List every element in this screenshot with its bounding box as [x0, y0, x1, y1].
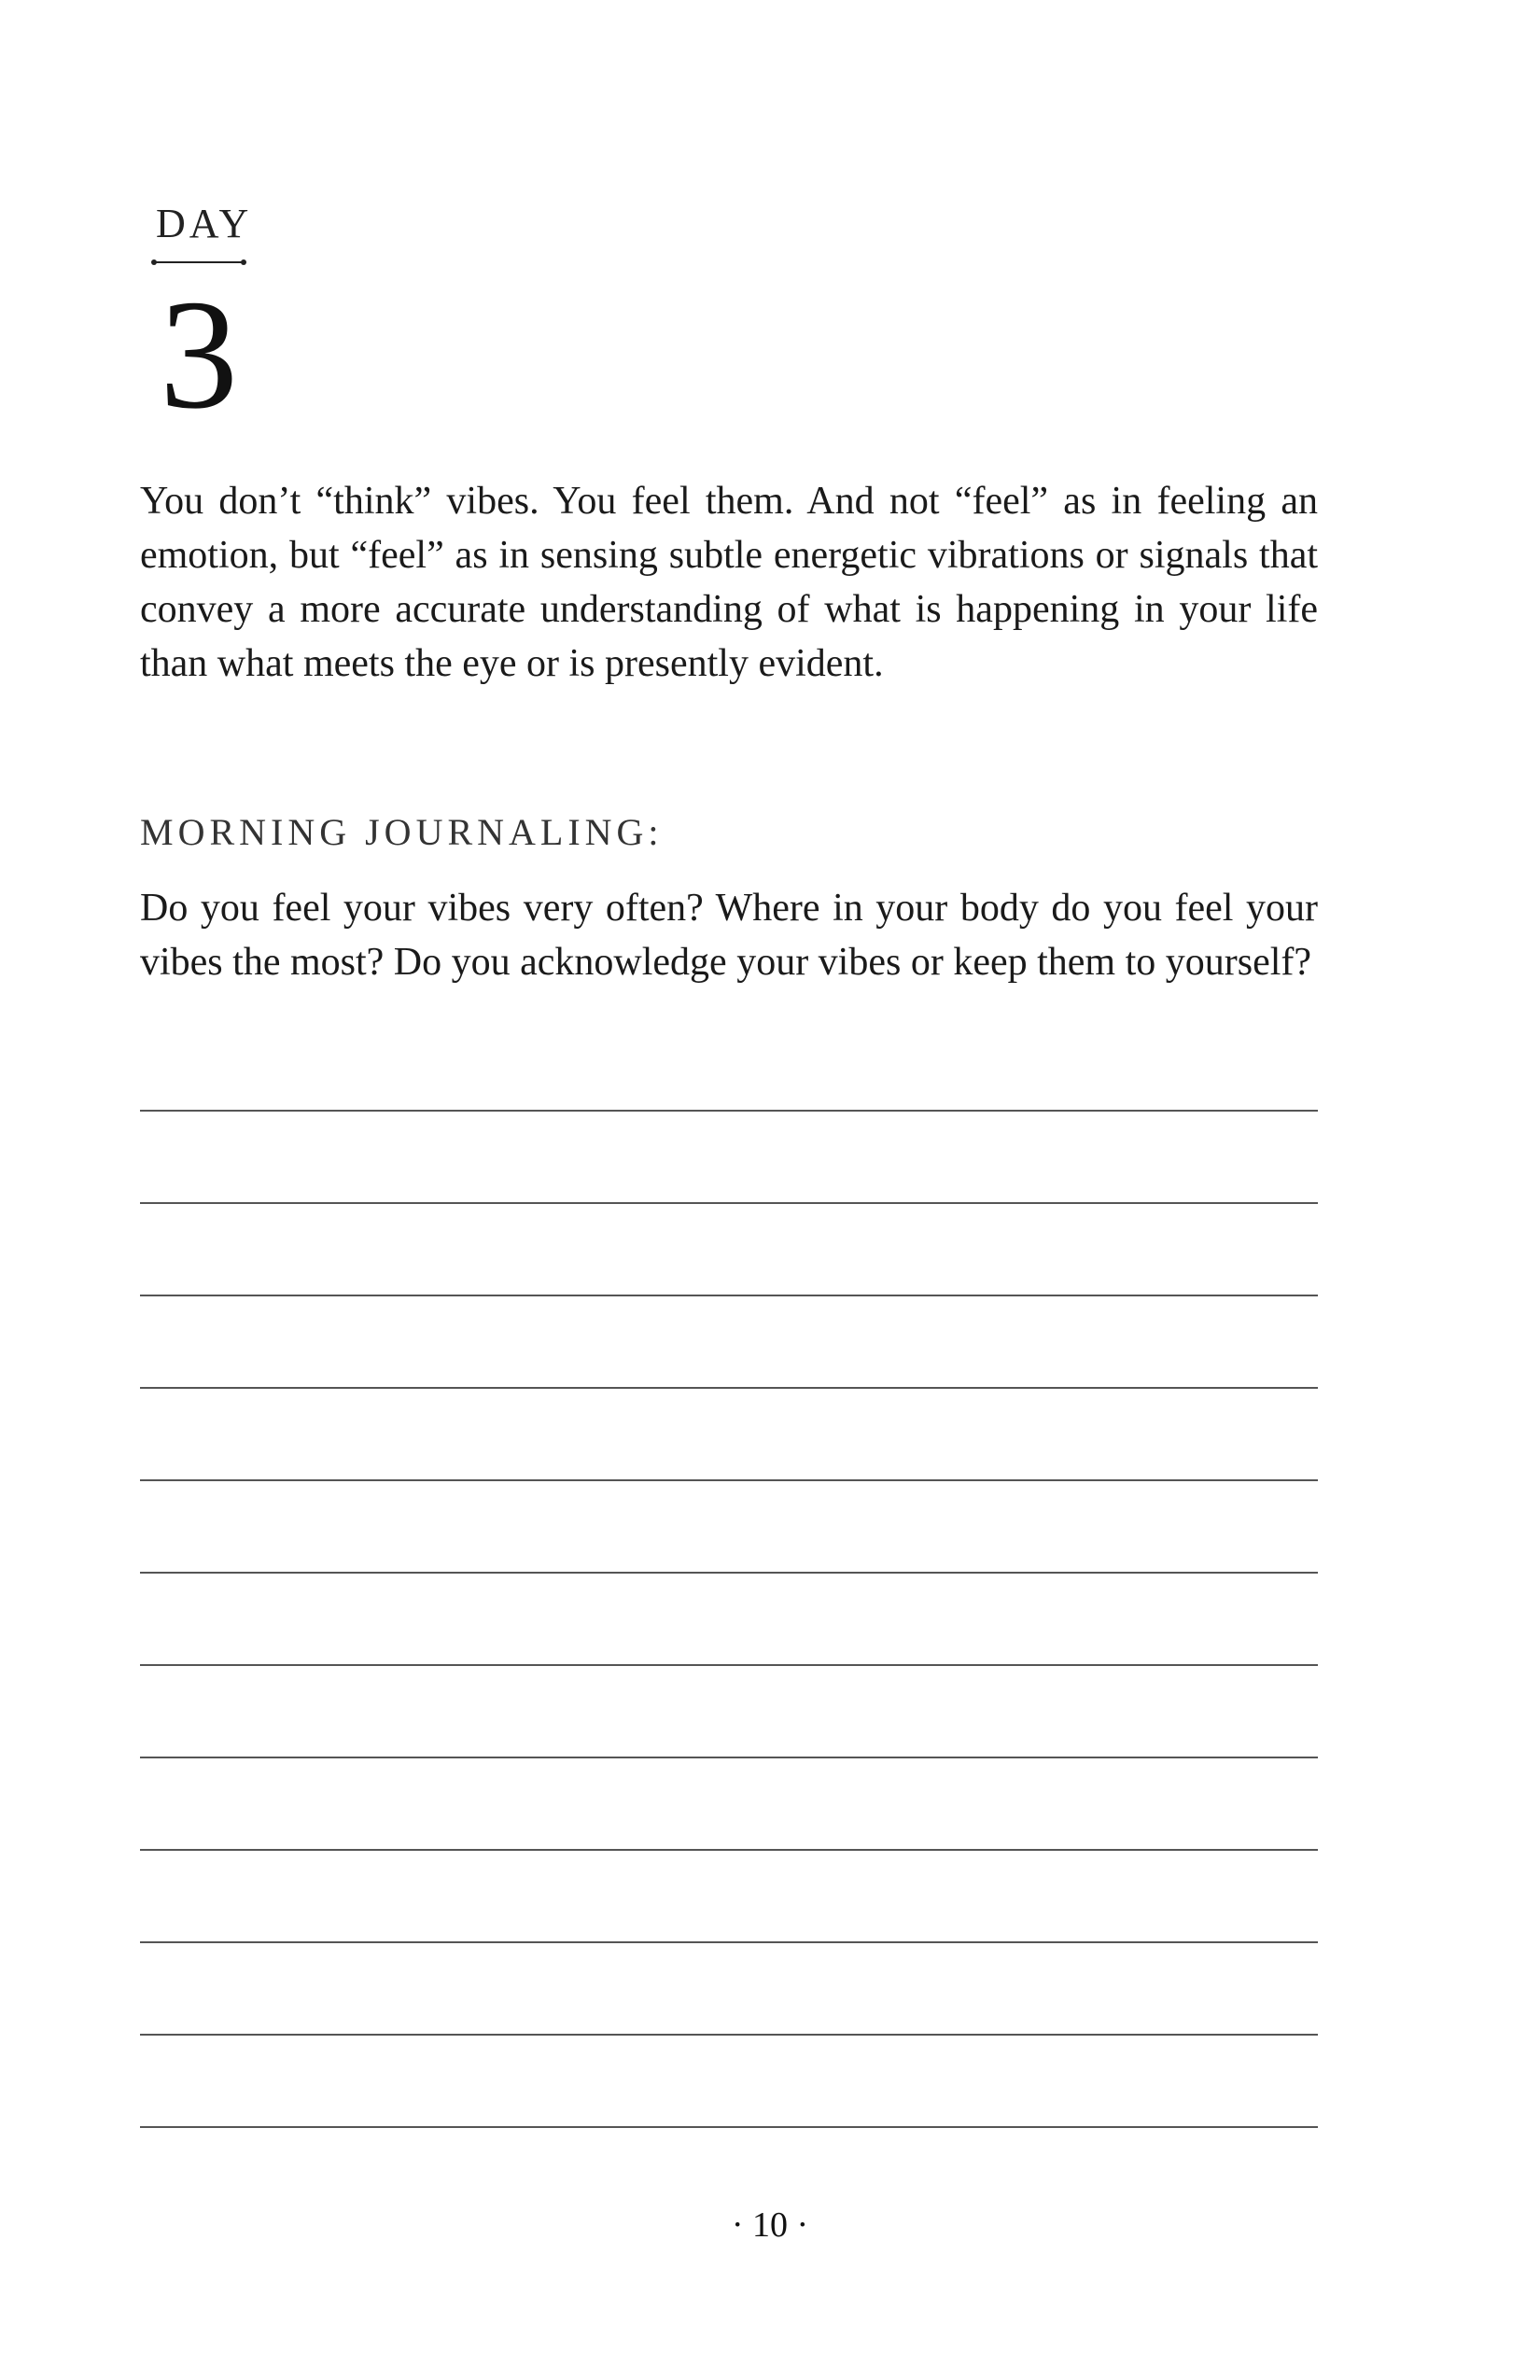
writing-line[interactable] [140, 1849, 1318, 1851]
writing-line[interactable] [140, 1941, 1318, 1943]
writing-line[interactable] [140, 2034, 1318, 2036]
writing-line[interactable] [140, 1110, 1318, 1112]
intro-paragraph: You don’t “think” vibes. You feel them. And not “feel” as in feeling an emotion, but “feel” as in sensing subtle energetic vibrations or signals that convey a more accurate understanding of what is happening in your life than what meets the eye or is presently evident. [140, 480, 1318, 685]
journal-prompt: Do you feel your vibes very often? Where in your body do you feel your vibes the most? Do you acknowledge your vibes or keep them to yourself? [140, 887, 1318, 984]
writing-line[interactable] [140, 1202, 1318, 1204]
writing-line[interactable] [140, 1295, 1318, 1296]
writing-line[interactable] [140, 1387, 1318, 1389]
day-label: DAY [156, 201, 253, 246]
day-divider [154, 261, 244, 263]
writing-line[interactable] [140, 1664, 1318, 1666]
day-number: 3 [160, 268, 238, 441]
day-marker [152, 201, 253, 441]
section-heading: MORNING JOURNALING: [140, 811, 664, 853]
page-number: · 10 · [731, 2205, 809, 2245]
writing-line[interactable] [140, 1479, 1318, 1481]
writing-line[interactable] [140, 1572, 1318, 1574]
writing-line[interactable] [140, 2126, 1318, 2128]
writing-line[interactable] [140, 1757, 1318, 1758]
